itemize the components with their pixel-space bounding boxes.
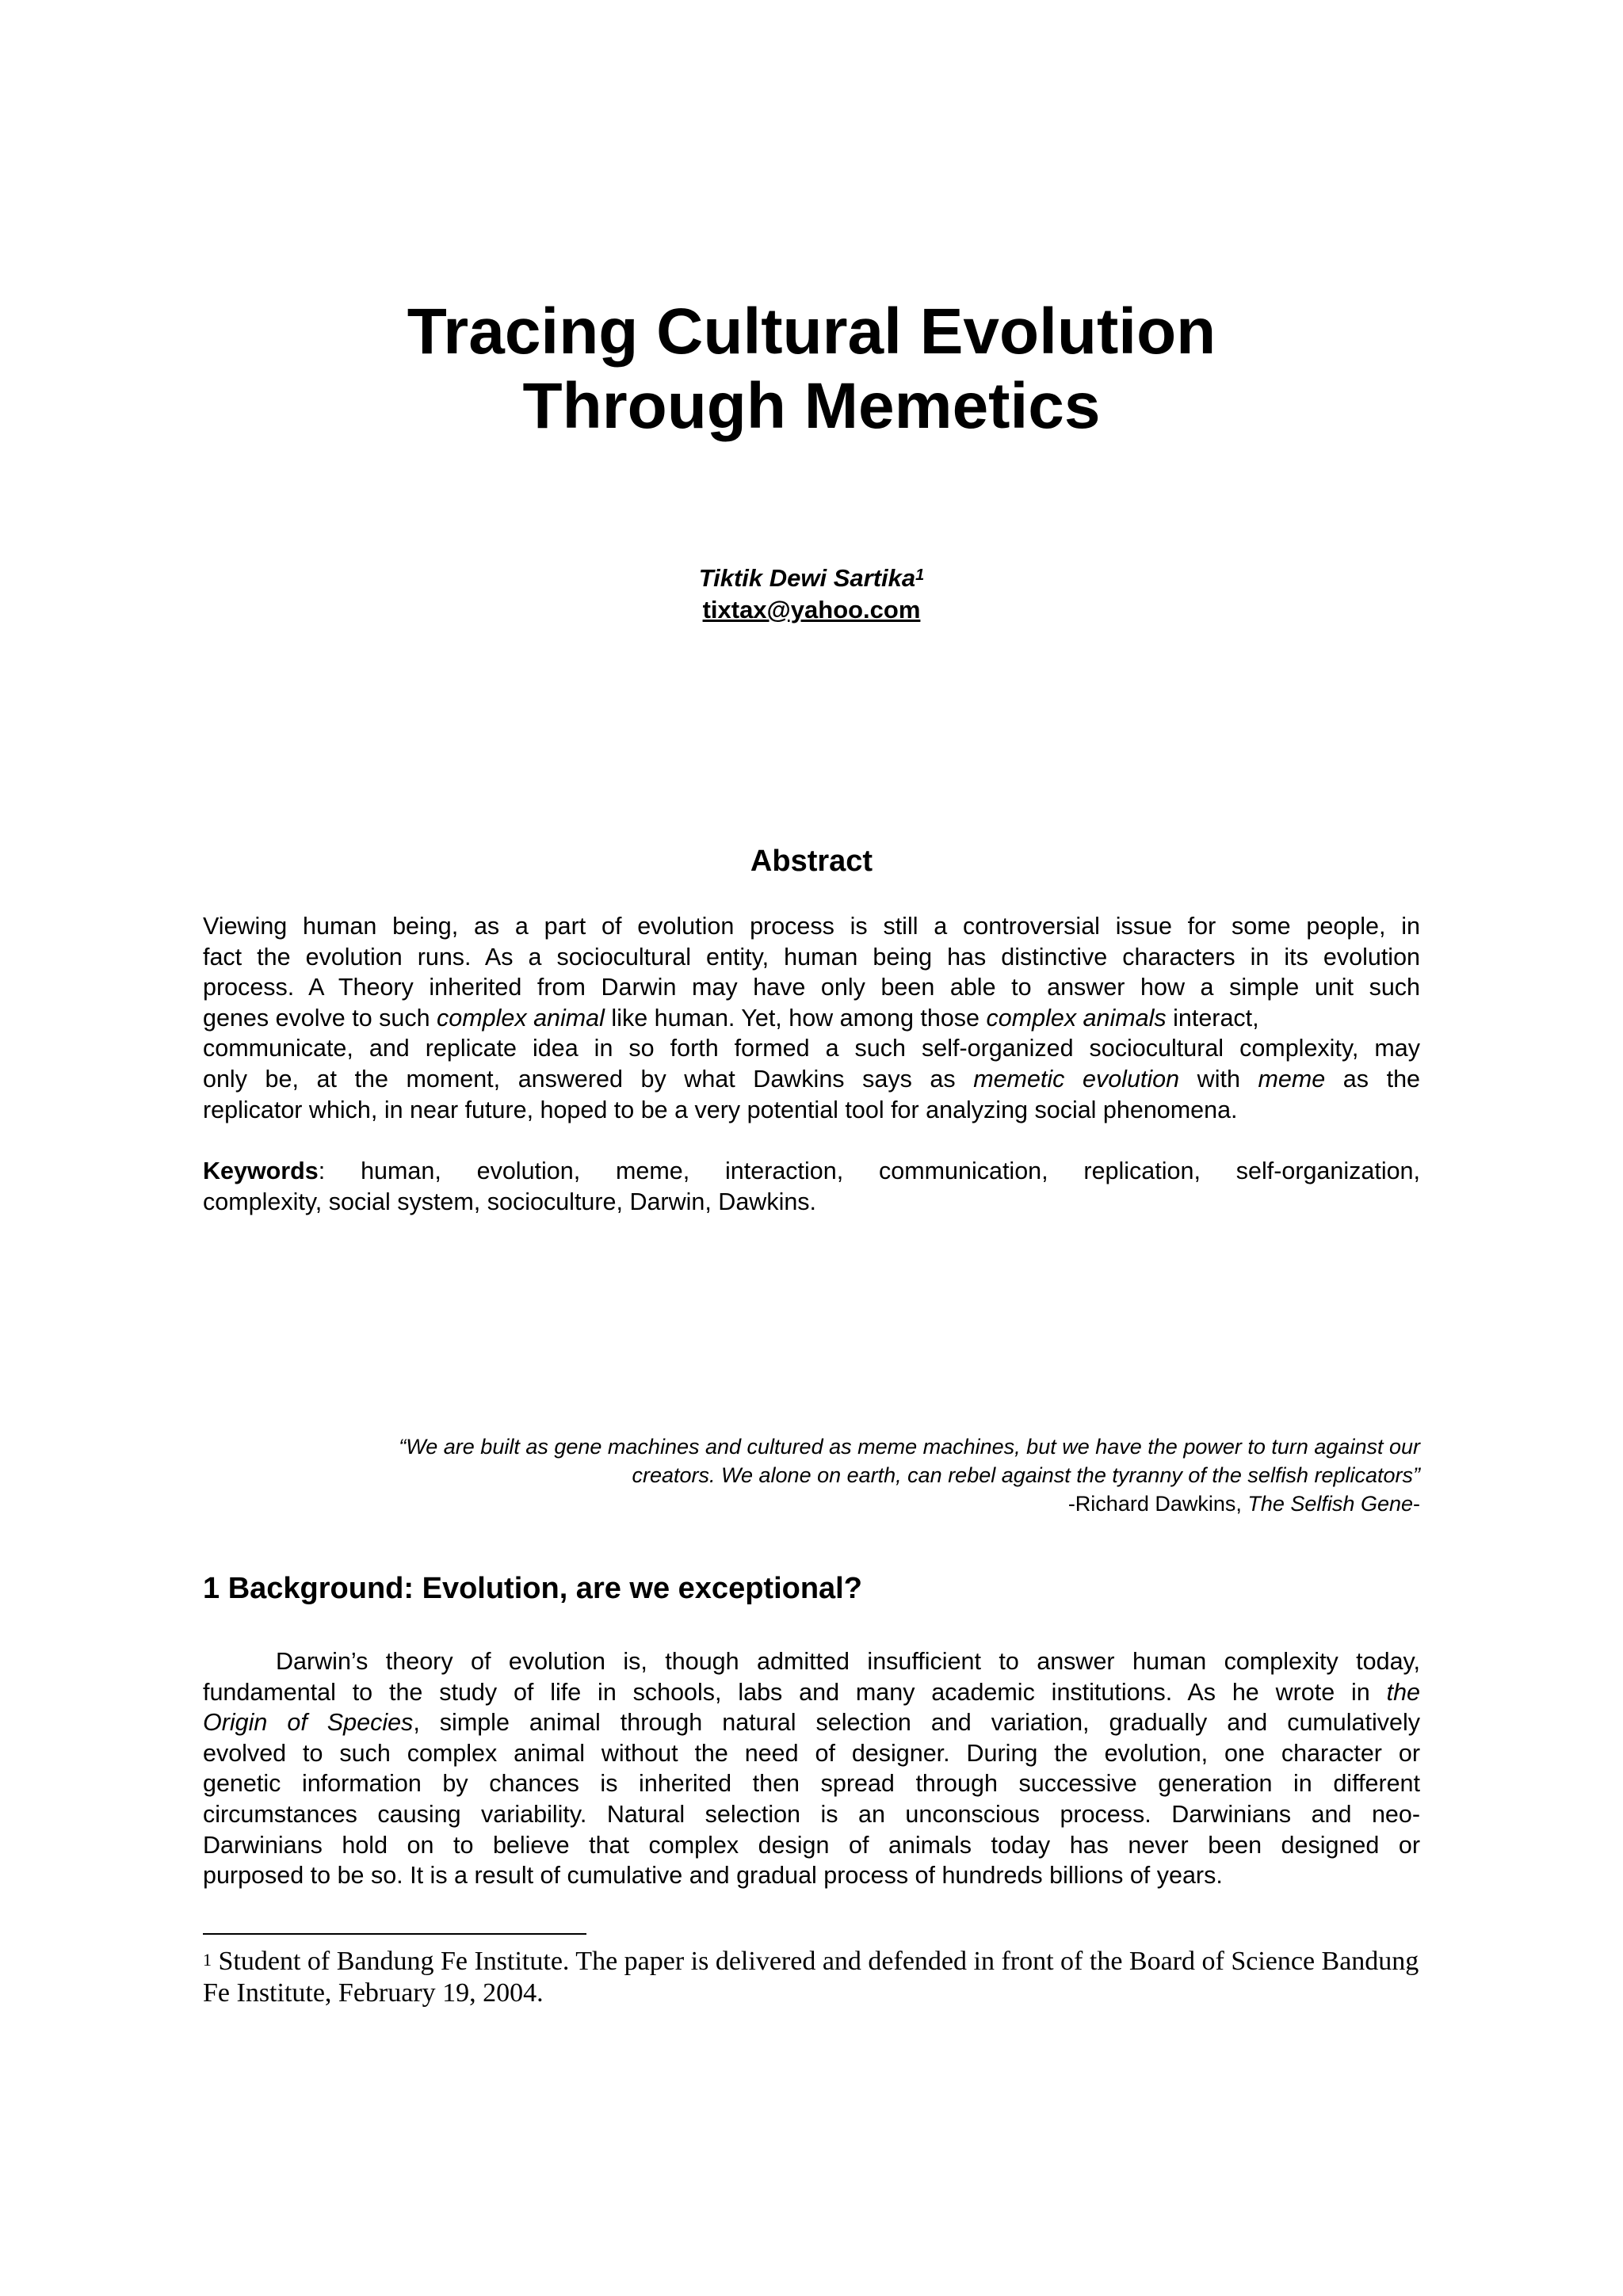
abstract-text: with [1179, 1065, 1258, 1093]
keywords-text: : human, evolution, meme, interaction, communication, replication, self-organization, [318, 1158, 1420, 1184]
footnote-line [203, 1978, 1420, 2009]
abstract-italic-term: complex animals [986, 1004, 1167, 1032]
abstract-paragraph [203, 911, 1420, 1125]
section-text: Darwinians hold on to believe that complex design of animals today has never been designed or [203, 1831, 1420, 1859]
abstract-text: replicator which, in near future, hoped to be a very potential tool for analyzing social phenomena. [203, 1096, 1238, 1123]
section-text: evolved to such complex animal without the need of designer. During the evolution, one character or [203, 1739, 1420, 1767]
footnote-marker: 1 [203, 1950, 212, 1970]
epigraph-attribution [203, 1489, 1420, 1518]
abstract-italic-term: meme [1258, 1065, 1326, 1093]
author-name [0, 563, 1623, 594]
section-text: fundamental to the study of life in schools, labs and many academic institutions. As he wrote in [203, 1678, 1387, 1706]
footnote [203, 1946, 1420, 2009]
abstract-italic-term: memetic evolution [973, 1065, 1180, 1093]
section-text: genetic information by chances is inherited then spread through successive generation in different [203, 1770, 1420, 1798]
abstract-line [203, 911, 1420, 942]
section-italic-term: Origin of Species [203, 1709, 414, 1737]
paper-title [0, 295, 1623, 444]
section-line [203, 1677, 1420, 1708]
abstract-line [203, 1095, 1420, 1126]
abstract-line [203, 1064, 1420, 1095]
section-line [203, 1860, 1420, 1891]
section-heading: 1 Background: Evolution, are we exceptional? [203, 1572, 862, 1605]
abstract-text: process. A Theory inherited from Darwin may have only been able to answer how a simple unit such [203, 974, 1420, 1001]
title-line-1: Tracing Cultural Evolution [407, 296, 1216, 368]
keywords-line [203, 1156, 1420, 1187]
keywords-label: Keywords [203, 1158, 319, 1184]
section-line [203, 1768, 1420, 1799]
abstract-line [203, 942, 1420, 973]
section-line [203, 1799, 1420, 1830]
footnote-text: Student of Bandung Fe Institute. The paper is delivered and defended in front of the Board of Science Bandung [212, 1947, 1419, 1976]
author-block [0, 563, 1623, 626]
attribution-author: -Richard Dawkins, [1067, 1492, 1248, 1516]
abstract-text: genes evolve to such [203, 1004, 437, 1032]
section-line [203, 1707, 1420, 1738]
keywords-paragraph [203, 1156, 1420, 1217]
abstract-line [203, 972, 1420, 1003]
section-line [203, 1646, 1420, 1677]
footnote-separator [203, 1933, 586, 1935]
epigraph-line: creators. We alone on earth, can rebel against the tyranny of the selfish replicators” [632, 1463, 1420, 1487]
epigraph-line: “We are built as gene machines and cultured as meme machines, but we have the power to turn against our [399, 1435, 1420, 1459]
footnote-line [203, 1946, 1420, 1978]
abstract-text: as the [1325, 1065, 1420, 1093]
abstract-text: only be, at the moment, answered by what Dawkins says as [203, 1065, 974, 1093]
author-name-text: Tiktik Dewi Sartika [698, 564, 916, 592]
abstract-text: fact the evolution runs. As a sociocultural entity, human being has distinctive characters in its evolution [203, 943, 1420, 971]
section-line [203, 1738, 1420, 1769]
abstract-text: interact, [1166, 1004, 1259, 1032]
footnote-text: Fe Institute, February 19, 2004. [203, 1978, 544, 2008]
section-line [203, 1830, 1420, 1861]
abstract-line [203, 1033, 1420, 1064]
epigraph [203, 1432, 1420, 1518]
keywords-text: complexity, social system, socioculture, Darwin, Dawkins. [203, 1188, 817, 1215]
abstract-italic-term: complex animal [437, 1004, 605, 1032]
title-line-2: Through Memetics [522, 370, 1101, 442]
abstract-text: like human. Yet, how among those [604, 1004, 987, 1032]
author-email-link[interactable]: tixtax@yahoo.com [702, 596, 921, 624]
abstract-heading: Abstract [750, 845, 873, 878]
section-text: , simple animal through natural selection and variation, gradually and cumulatively [413, 1709, 1420, 1737]
abstract-text: Viewing human being, as a part of evolution process is still a controversial issue for some people, in [203, 913, 1420, 940]
attribution-suffix: - [1413, 1492, 1420, 1516]
author-footnote-marker: 1 [915, 566, 925, 584]
section-text: Darwin’s theory of evolution is, though admitted insufficient to answer human complexity today, [276, 1648, 1420, 1675]
abstract-line [203, 1003, 1420, 1034]
attribution-book-title: The Selfish Gene [1247, 1492, 1413, 1516]
abstract-text: communicate, and replicate idea in so forth formed a such self-organized sociocultural complexity, may [203, 1035, 1420, 1062]
section-text: circumstances causing variability. Natural selection is an unconscious process. Darwinians and neo- [203, 1800, 1420, 1828]
section-text: purposed to be so. It is a result of cumulative and gradual process of hundreds billions of years. [203, 1862, 1223, 1890]
section-paragraph [203, 1646, 1420, 1891]
keywords-line [203, 1187, 1420, 1218]
section-italic-term: the [1386, 1678, 1420, 1706]
